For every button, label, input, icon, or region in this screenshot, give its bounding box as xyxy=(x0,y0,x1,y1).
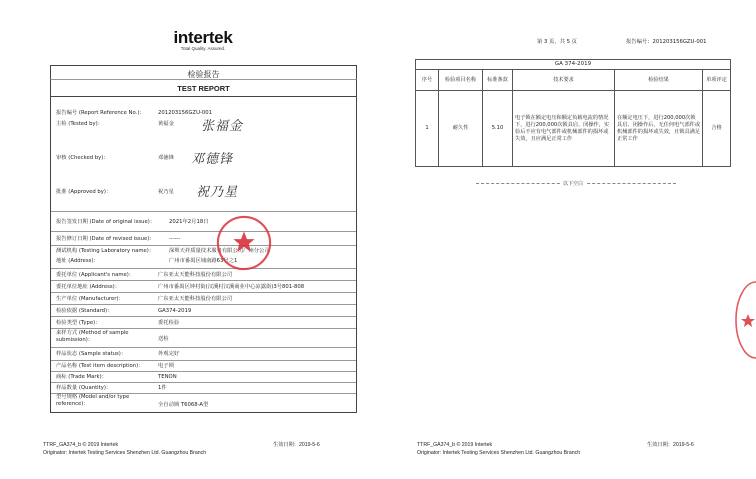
table-header-row xyxy=(416,70,730,91)
cell-verdict: 合格 xyxy=(711,125,722,131)
title-english: TEST REPORT xyxy=(177,84,230,93)
cell-no: 1 xyxy=(416,91,439,166)
cell-item: 耐久性 xyxy=(439,91,483,166)
field-label: 主检 (Tested by)： xyxy=(56,121,103,127)
cell-requirement: 电子锁在额定电压和额定负载电流的情况下，进行200,000次锁具启、闭操作，实验后不应有电气部件或机械部件的损坏或失效，且应满足正常工作 xyxy=(513,91,615,166)
footer-form-no: TTRF_GA374_b © 2019 Intertek xyxy=(417,442,493,448)
cell-clause: 5.10 xyxy=(483,91,513,166)
col-header: 检验结果 xyxy=(615,70,703,90)
field-label: 商标 (Trade Mark)： xyxy=(56,374,107,380)
report-fields-box xyxy=(50,95,357,413)
field-label: 型号规格 (Model and/or type reference)： xyxy=(56,394,130,407)
divider xyxy=(51,328,356,329)
divider xyxy=(51,292,356,293)
field-sample-method xyxy=(56,330,156,346)
field-value: 广东亚太天能科技股份有限公司 xyxy=(158,296,233,302)
field-value: 2021年2月18日 xyxy=(169,219,209,225)
field-label: 审核 (Checked by)： xyxy=(56,155,109,161)
tester-signature: 张福金 xyxy=(201,119,244,134)
intertek-logo xyxy=(158,28,248,51)
field-value: 201203156GZU-001 xyxy=(158,110,212,116)
field-value: 深圳天祥质量技术服务有限公司广州分公司 xyxy=(169,248,270,254)
seam-stamp xyxy=(734,280,756,360)
divider xyxy=(51,304,356,305)
logo-wordmark: intertek xyxy=(173,28,233,47)
field-label: 委托单位地址 (Address)： xyxy=(56,284,120,290)
field-value: 广州市番禺区埔南路63号之1 xyxy=(169,258,238,264)
field-label: 委托单位 (Applicant's name)： xyxy=(56,272,135,278)
field-label: 地址 (Address)： xyxy=(56,258,99,264)
field-value: 广州市番禺区钟村街(汉溪村汉溪商业中心凉露街)3号801-808 xyxy=(158,284,305,290)
field-label: 批准 (Approved by)： xyxy=(56,189,112,195)
footer-originator: Originator: Intertek Testing Services Shenzhen Ltd. Guangzhou Branch xyxy=(43,450,207,456)
field-label: 检验类型 (Type)： xyxy=(56,320,101,326)
field-value: GA374-2019 xyxy=(158,308,192,314)
table-standard-header: GA 374-2019 xyxy=(416,60,730,70)
field-label: 报告编号 (Report Reference No.)： xyxy=(56,110,145,116)
col-header: 序号 xyxy=(416,70,439,90)
divider xyxy=(51,268,356,269)
field-label: 测试机构 (Testing Laboratory name)： xyxy=(56,248,155,254)
field-label: 样品数量 (Quantity)： xyxy=(56,385,112,391)
field-label: 样品状态 (Sample status)： xyxy=(56,351,127,357)
col-header: 技术要求 xyxy=(513,70,615,90)
field-value: 送检 xyxy=(158,336,169,342)
field-value: 广东亚太天能科技股份有限公司 xyxy=(158,272,233,278)
field-value: 1件 xyxy=(158,385,167,391)
blank-below-note: 以下空白 xyxy=(560,180,586,187)
footer-form-no: TTRF_GA374_b © 2019 Intertek xyxy=(43,442,119,448)
divider xyxy=(51,316,356,317)
footer-effective-date: 生效日期：2019-5-6 xyxy=(273,442,320,448)
field-label: 报告签发日期 (Date of original issue)： xyxy=(56,219,156,225)
field-label: 来样方式 (Method of sample submission)： xyxy=(56,330,129,343)
divider xyxy=(51,211,356,212)
col-header: 单项评定 xyxy=(706,76,727,83)
page-indicator: 第 3 页，共 5 页 xyxy=(537,39,577,45)
title-chinese: 检验报告 xyxy=(187,70,220,79)
footer-effective-date: 生效日期：2019-5-6 xyxy=(647,442,694,448)
field-value: 邓徳锋 xyxy=(158,155,174,161)
footer-originator: Originator: Intertek Testing Services Shenzhen Ltd. Guangzhou Branch xyxy=(417,450,581,456)
field-label: 报告修订日期 (Date of revised issue)： xyxy=(56,236,155,242)
company-seal-stamp xyxy=(215,214,273,272)
field-value: 黄福金 xyxy=(158,121,174,127)
logo-tagline: Total Quality. Assured. xyxy=(180,46,226,51)
field-label: 检验依据 (Standard)： xyxy=(56,308,113,314)
field-value: TENON xyxy=(158,374,177,380)
field-label: 生产单位 (Manufacturer)： xyxy=(56,296,124,302)
col-header: 检验项目名称 xyxy=(439,70,483,90)
field-value: 电子锁 xyxy=(158,363,174,369)
divider xyxy=(51,231,356,232)
checker-signature: 邓德锋 xyxy=(191,152,234,167)
divider xyxy=(51,280,356,281)
field-value: 全自动锁 T6068-A型 xyxy=(158,402,209,408)
report-number: 报告编号：201203156GZU-001 xyxy=(626,39,707,45)
divider xyxy=(51,347,356,348)
field-value: 祝乃星 xyxy=(158,189,174,195)
field-label: 产品名称 (Test item description)： xyxy=(56,363,144,369)
col-header: 标准条款 xyxy=(483,70,513,90)
field-value: 委托检验 xyxy=(158,320,180,326)
field-model xyxy=(56,394,156,410)
table-row xyxy=(416,91,730,166)
approver-signature: 祝乃星 xyxy=(196,185,239,200)
field-value: 外观完好 xyxy=(158,351,180,357)
results-table xyxy=(415,59,731,167)
field-value: ------ xyxy=(169,236,181,242)
report-results-page xyxy=(384,0,756,479)
cell-result: 在额定电压下，进行200,000次锁具启、闭操作后，无任何电气部件或机械部件的损坏或失效，且锁具满足正常工作 xyxy=(615,91,703,166)
